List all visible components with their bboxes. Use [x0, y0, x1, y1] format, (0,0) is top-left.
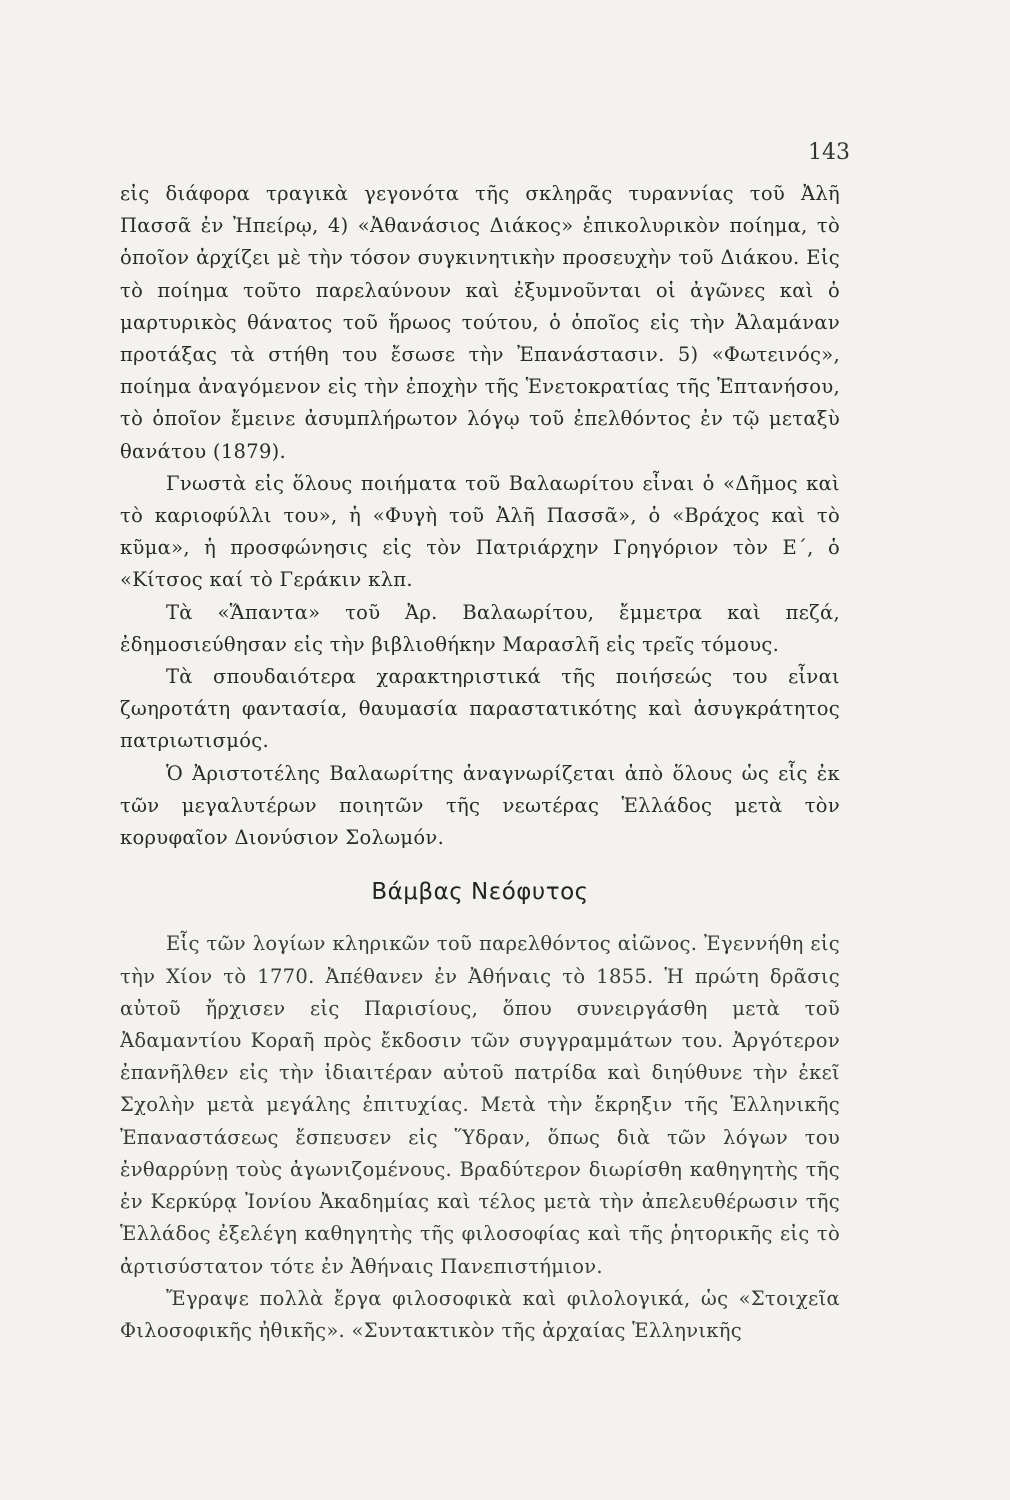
- page-number: 143: [808, 140, 850, 165]
- paragraph: Τὰ σπουδαιότερα χαρακτηριστικά τῆς ποιήσεώς του εἶναι ζωηροτάτη φαντασία, θαυμασία παραστατικότης καὶ ἀσυγκράτητος πατριωτισμός.: [120, 665, 840, 753]
- paragraph: Εἷς τῶν λογίων κληρικῶν τοῦ παρελθόντος αἰῶνος. Ἐγεννήθη εἰς τὴν Χίον τὸ 1770. Ἀπέθανεν ἐν Ἀθήναις τὸ 1855. Ἡ πρώτη δρᾶσις αὐτοῦ ἤρχισεν εἰς Παρισίους, ὅπου συνειργάσθη μετὰ τοῦ Ἀδαμαντίου Κοραῆ πρὸς ἔκδοσιν τῶν συγγραμμάτων του. Ἀργότερον ἐπανῆλθεν εἰς τὴν ἰδιαιτέραν αὐτοῦ πατρίδα καὶ διηύθυνε τὴν ἐκεῖ Σχολὴν μετὰ μεγάλης ἐπιτυχίας. Μετὰ τὴν ἔκρηξιν τῆς Ἑλληνικῆς Ἐπαναστάσεως ἔσπευσεν εἰς Ὕδραν, ὅπως διὰ τῶν λόγων του ἐνθαρρύνῃ τοὺς ἀγωνιζομένους. Βραδύτερον διωρίσθη καθηγητὴς τῆς ἐν Κερκύρᾳ Ἰονίου Ἀκαδημίας καὶ τέλος μετὰ τὴν ἀπελευθέρωσιν τῆς Ἑλλάδος ἐξελέγη καθηγητὴς τῆς φιλοσοφίας καὶ τῆς ῥητορικῆς εἰς τὸ ἀρτισύστατον τότε ἐν Ἀθήναις Πανεπιστήμιον.: [120, 932, 840, 1278]
- paragraph: Γνωστὰ εἰς ὅλους ποιήματα τοῦ Βαλαωρίτου εἶναι ὁ «Δῆμος καὶ τὸ καριοφύλλι του», ἡ «Φυγὴ τοῦ Ἀλῆ Πασσᾶ», ὁ «Βράχος καὶ τὸ κῦμα», ἡ προσφώνησις εἰς τὸν Πατριάρχην Γρηγόριον τὸν Ε΄, ὁ «Κίτσος καί τὸ Γεράκιν κλπ.: [120, 471, 840, 592]
- section-heading: Βάμβας Νεόφυτος: [371, 879, 589, 906]
- paragraph: Ὁ Ἀριστοτέλης Βαλαωρίτης ἀναγνωρίζεται ἀπὸ ὅλους ὡς εἷς ἐκ τῶν μεγαλυτέρων ποιητῶν τῆς νεωτέρας Ἑλλάδος μετὰ τὸν κορυφαῖον Διονύσιον Σολωμόν.: [120, 761, 840, 850]
- paragraph: Τὰ «Ἅπαντα» τοῦ Ἀρ. Βαλαωρίτου, ἔμμετρα καὶ πεζά, ἐδημοσιεύθησαν εἰς τὴν βιβλιοθήκην Μαρασλῆ εἰς τρεῖς τόμους.: [120, 600, 840, 656]
- paragraph-continuation: εἰς διάφορα τραγικὰ γεγονότα τῆς σκληρᾶς τυραννίας τοῦ Ἀλῆ Πασσᾶ ἐν Ἠπείρῳ, 4) «Ἀθανάσιος Διάκος» ἐπικολυρικὸν ποίημα, τὸ ὁποῖον ἀρχίζει μὲ τὴν τόσον συγκινητικὴν προσευχὴν τοῦ Διάκου. Εἰς τὸ ποίημα τοῦτο παρελαύνουν καὶ ἐξυμνοῦνται οἱ ἀγῶνες καὶ ὁ μαρτυρικὸς θάνατος τοῦ ἥρωος τούτου, ὁ ὁποῖος εἰς τὴν Ἀλαμάναν προτάξας τὰ στήθη του ἔσωσε τὴν Ἐπανάστασιν. 5) «Φωτεινός», ποίημα ἀναγόμενον εἰς τὴν ἐποχὴν τῆς Ἑνετοκρατίας τῆς Ἑπτανήσου, τὸ ὁποῖον ἔμεινε ἀσυμπλήρωτον λόγῳ τοῦ ἐπελθόντος ἐν τῷ μεταξὺ θανάτου (1879).: [120, 182, 840, 463]
- body-text: [120, 178, 840, 1347]
- paragraph: Ἔγραψε πολλὰ ἔργα φιλοσοφικὰ καὶ φιλολογικά, ὡς «Στοιχεῖα Φιλοσοφικῆς ἠθικῆς». «Συντακτικὸν τῆς ἀρχαίας Ἑλληνικῆς: [120, 1286, 840, 1342]
